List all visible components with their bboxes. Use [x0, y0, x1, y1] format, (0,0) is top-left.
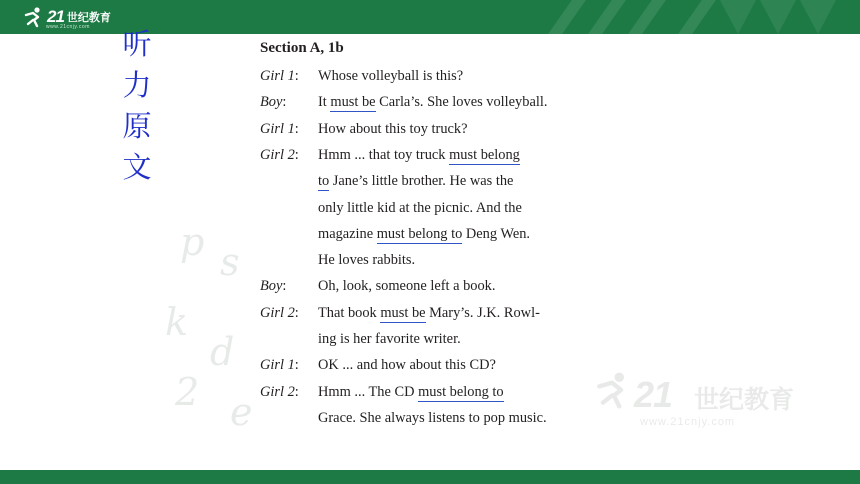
title-char: 原 — [122, 109, 152, 143]
speaker-name: Boy — [260, 278, 283, 295]
dialogue-text — [318, 173, 513, 190]
watermark-logo — [590, 360, 830, 440]
runner-icon — [22, 6, 44, 28]
speaker-label: Girl 1: — [260, 68, 299, 84]
speaker-label: Girl 2: — [260, 383, 299, 400]
dialogue-text — [318, 200, 522, 217]
dialogue-text — [318, 68, 463, 85]
text-segment: He loves rabbits. — [318, 252, 416, 269]
title-char: 文 — [122, 150, 152, 184]
dialogue-text — [318, 357, 496, 374]
title-char: 听 — [122, 27, 152, 61]
speaker-name: Girl 1 — [260, 357, 295, 374]
text-segment: magazine — [318, 225, 377, 242]
text-segment: OK ... and how about this CD? — [318, 357, 496, 374]
transcript-panel — [254, 36, 590, 432]
speaker-name: Boy — [260, 94, 283, 111]
text-segment: Oh, look, someone left a book. — [318, 278, 496, 295]
title-char: 力 — [122, 68, 152, 102]
bottom-bar — [0, 470, 860, 484]
speaker-name: Girl 2 — [260, 383, 295, 400]
logo-number: 21 — [47, 7, 64, 26]
section-heading: Section A, 1b — [260, 40, 344, 56]
speaker-label: Boy: — [260, 94, 287, 111]
dialogue-text — [318, 384, 504, 401]
text-segment: It — [318, 94, 331, 111]
runner-icon — [592, 368, 632, 412]
dialogue-text — [318, 121, 467, 138]
text-segment: Deng Wen. — [462, 225, 530, 242]
text-segment: Whose volleyball is this? — [318, 68, 464, 84]
logo-url: www.21cnjy.com — [46, 24, 90, 30]
speaker-label: Girl 2: — [260, 304, 299, 321]
text-segment: Hmm ... that toy truck — [318, 146, 450, 163]
speaker-label: Girl 2: — [260, 146, 299, 163]
text-segment: Jane’s little brother. He was the — [329, 173, 514, 190]
highlighted-phrase: must belong to — [376, 225, 463, 242]
speaker-label: Boy: — [260, 278, 287, 295]
text-segment: That book — [318, 304, 381, 321]
text-segment: only little kid at the picnic. And the — [318, 199, 522, 216]
highlighted-phrase: must belong to — [418, 383, 504, 400]
dialogue-text — [318, 94, 547, 111]
decorative-background: p s k d 2 e — [165, 220, 253, 434]
dialogue-text — [318, 252, 415, 269]
speaker-label: Girl 1: — [260, 357, 299, 374]
text-segment: Hmm ... The CD — [318, 383, 419, 400]
dialogue-text — [318, 331, 461, 348]
speaker-label: Girl 1: — [260, 120, 299, 137]
dialogue-text — [318, 410, 547, 427]
text-segment: Grace. She always listens to pop music. — [318, 409, 547, 426]
highlighted-phrase: must belong — [449, 146, 520, 163]
watermark-number: 21 — [634, 374, 673, 415]
dialogue-text — [318, 226, 530, 243]
page-title — [120, 24, 154, 188]
text-segment: Carla’s. She loves volleyball. — [375, 94, 548, 111]
highlighted-phrase: must be — [380, 304, 426, 321]
logo-text: 世纪教育 — [66, 11, 111, 24]
speaker-name: Girl 2 — [260, 146, 295, 163]
speaker-name: Girl 1 — [260, 68, 295, 84]
dialogue-text — [318, 305, 540, 322]
dialogue-text — [318, 278, 495, 295]
text-segment: Mary’s. J.K. Rowl- — [425, 304, 540, 321]
watermark-text: 世纪教育 — [694, 385, 795, 414]
text-segment: How about this toy truck? — [318, 120, 468, 137]
speaker-name: Girl 1 — [260, 120, 295, 137]
watermark-url: www.21cnjy.com — [640, 416, 736, 428]
dialogue-text — [318, 147, 520, 164]
text-segment: ing is her favorite writer. — [318, 331, 461, 347]
highlighted-phrase: to — [318, 173, 330, 190]
speaker-name: Girl 2 — [260, 304, 295, 321]
highlighted-phrase: must be — [330, 94, 376, 111]
